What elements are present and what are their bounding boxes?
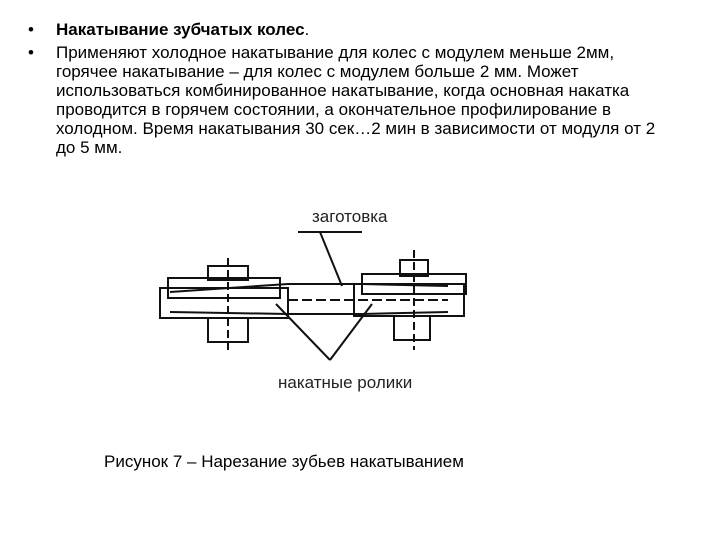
leader-line-blank xyxy=(320,232,342,286)
bullet-list xyxy=(28,20,668,161)
rolling-diagram xyxy=(150,200,490,400)
body-paragraph: Применяют холодное накатывание для колес с модулем меньше 2мм, горячее накатывание – для колес с модулем больше 2 мм. Может использоваться комбинированное накатывание, когда основная накатка проводится в горячем состоянии, а окончательное профилирование в холодном. Время накатывания 30 сек…2 мин в зависимости от модуля от 2 до 5 мм. xyxy=(56,43,656,157)
label-blank: заготовка xyxy=(312,207,388,226)
bullet-item-title xyxy=(28,20,668,39)
bullet-item-body xyxy=(28,43,668,157)
right-roller-teeth-bottom xyxy=(394,316,430,340)
leader-line-roller-left xyxy=(276,304,330,360)
blank-bottom-edge xyxy=(170,312,448,314)
bullet-marker: • xyxy=(28,20,34,39)
section-title-tail: . xyxy=(304,20,310,39)
rolling-diagram-svg xyxy=(150,200,490,400)
label-rollers: накатные ролики xyxy=(278,373,413,392)
bullet-marker: • xyxy=(28,43,34,62)
figure-caption: Рисунок 7 – Нарезание зубьев накатыванием xyxy=(104,452,464,471)
section-title xyxy=(56,20,309,39)
section-title-text: Накатывание зубчатых колес xyxy=(56,20,305,39)
leader-line-roller-right xyxy=(330,304,372,360)
